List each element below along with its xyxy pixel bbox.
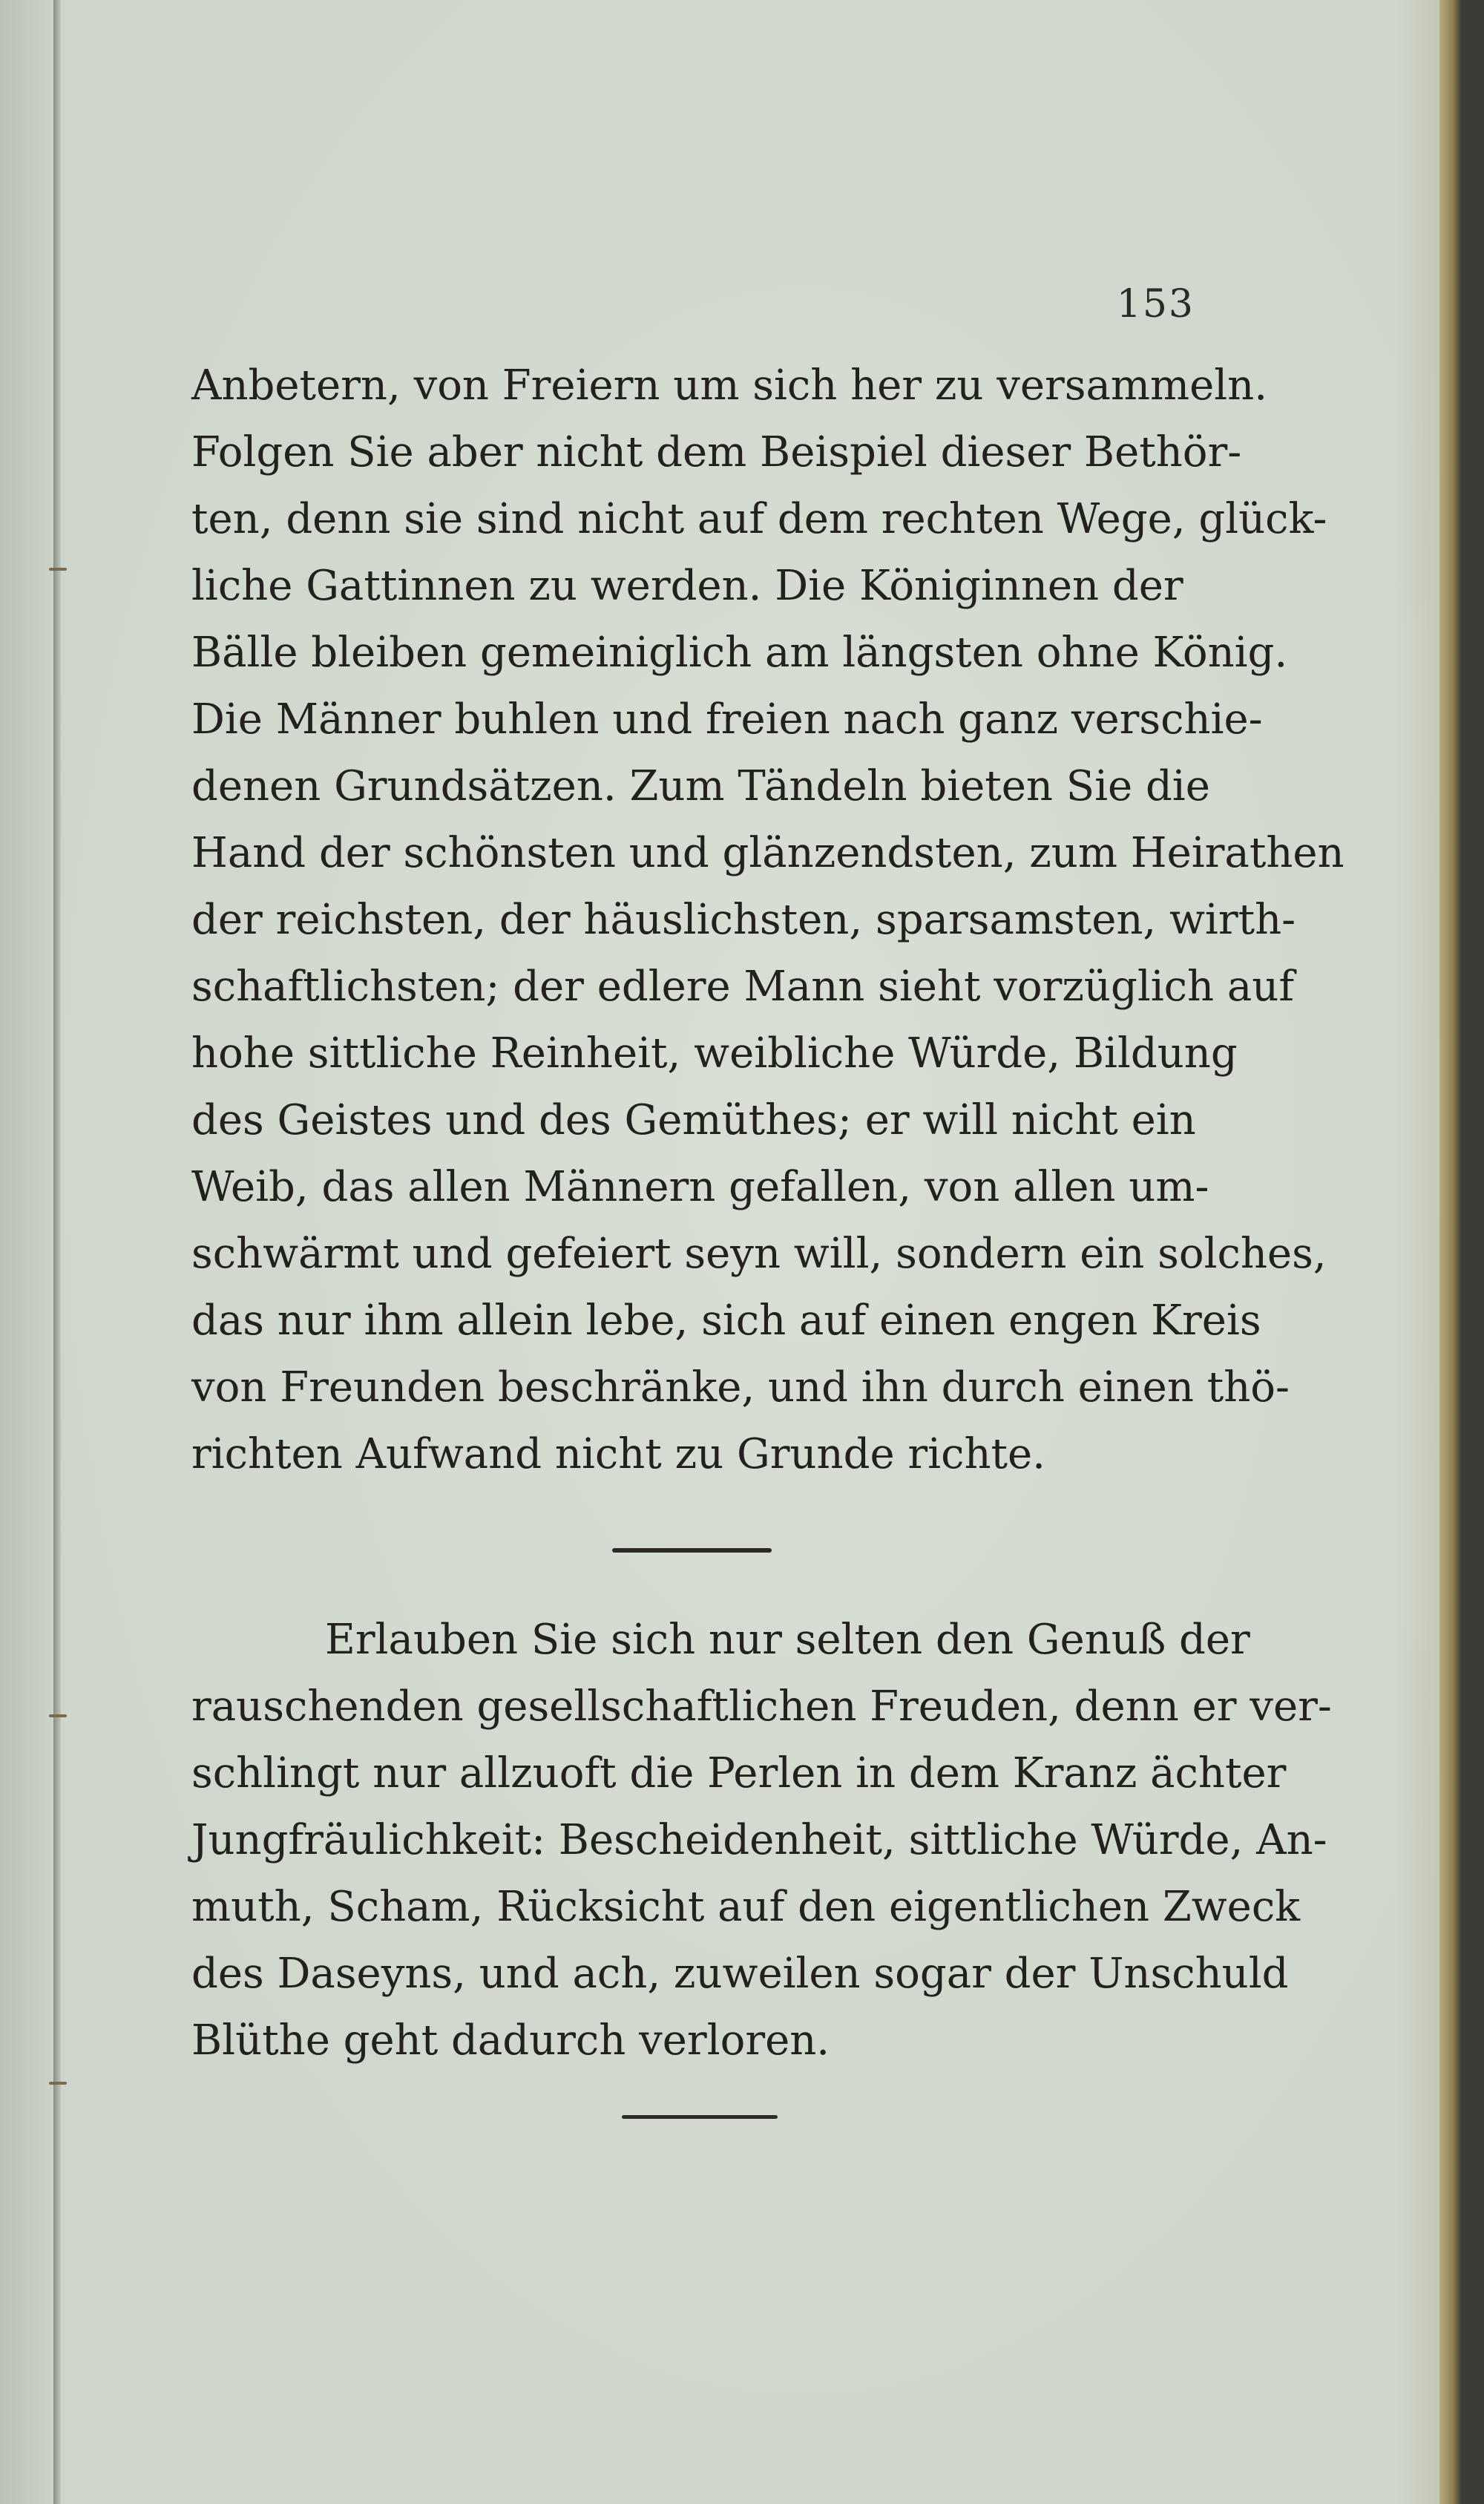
text-line: richten Aufwand nicht zu Grunde richte. xyxy=(191,1430,1045,1478)
page-edge xyxy=(1439,0,1462,2504)
paragraph-1 xyxy=(191,353,1345,1488)
section-divider xyxy=(612,1548,772,1553)
text-line: Blüthe geht dadurch verloren. xyxy=(191,2016,830,2065)
text-line: ten, denn sie sind nicht auf dem rechten Wege, glück- xyxy=(191,495,1327,543)
text-line: Jungfräulichkeit: Bescheidenheit, sittliche Würde, An- xyxy=(191,1816,1327,1864)
text-line: Hand der schönsten und glänzendsten, zum Heirathen xyxy=(191,829,1345,877)
text-line: schlingt nur allzuoft die Perlen in dem Kranz ächter xyxy=(191,1749,1287,1797)
paragraph-2 xyxy=(191,1607,1332,2074)
text-line: muth, Scham, Rücksicht auf den eigentlichen Zweck xyxy=(191,1883,1301,1931)
text-line: denen Grundsätzen. Zum Tändeln bieten Sie die xyxy=(191,762,1210,810)
text-line: der reichsten, der häuslichsten, sparsamsten, wirth- xyxy=(191,896,1296,944)
margin-mark xyxy=(49,568,67,571)
text-line: Weib, das allen Männern gefallen, von allen um- xyxy=(191,1163,1209,1211)
end-divider xyxy=(622,2115,778,2119)
text-line: schwärmt und gefeiert seyn will, sondern ein solches, xyxy=(191,1230,1327,1278)
text-line: des Geistes und des Gemüthes; er will nicht ein xyxy=(191,1096,1196,1144)
text-line: rauschenden gesellschaftlichen Freuden, denn er ver- xyxy=(191,1682,1332,1731)
text-line: von Freunden beschränke, und ihn durch einen thö- xyxy=(191,1363,1290,1412)
margin-mark xyxy=(49,1714,67,1717)
text-line: hohe sittliche Reinheit, weibliche Würde, Bildung xyxy=(191,1029,1238,1078)
page-number: 153 xyxy=(1116,282,1195,327)
text-line: des Daseyns, und ach, zuweilen sogar der Unschuld xyxy=(191,1950,1289,1998)
text-line: liche Gattinnen zu werden. Die Königinnen der xyxy=(191,562,1183,610)
text-line: Erlauben Sie sich nur selten den Genuß der xyxy=(325,1616,1250,1664)
binding-shadow xyxy=(53,0,61,2504)
text-line: Folgen Sie aber nicht dem Beispiel dieser Bethör- xyxy=(191,428,1242,476)
margin-mark xyxy=(49,2082,67,2085)
text-line: Anbetern, von Freiern um sich her zu versammeln. xyxy=(191,361,1268,410)
text-line: schaftlichsten; der edlere Mann sieht vorzüglich auf xyxy=(191,963,1295,1011)
text-line: Die Männer buhlen und freien nach ganz verschie- xyxy=(191,695,1263,744)
text-line: Bälle bleiben gemeiniglich am längsten ohne König. xyxy=(191,629,1288,677)
text-line: das nur ihm allein lebe, sich auf einen engen Kreis xyxy=(191,1297,1261,1345)
